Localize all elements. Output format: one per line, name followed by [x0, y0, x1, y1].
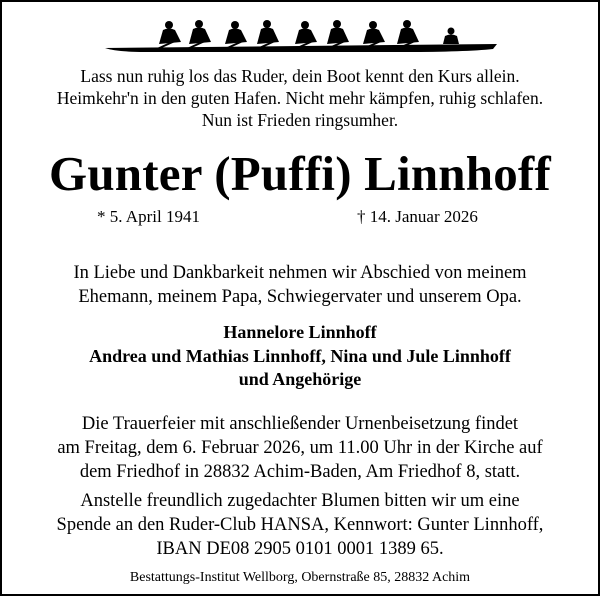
- birth-date: * 5. April 1941: [97, 207, 200, 226]
- mourners-list: [2, 321, 598, 392]
- poem-line: Nun ist Frieden ringsumher.: [201, 110, 399, 130]
- farewell-line: In Liebe und Dankbarkeit nehmen wir Abschied von meinem: [73, 263, 527, 283]
- death-date: † 14. Januar 2026: [357, 207, 478, 226]
- donation-line: IBAN DE08 2905 0101 0001 1389 65.: [156, 539, 444, 559]
- deceased-name: Gunter (Puffi) Linnhoff: [49, 146, 551, 201]
- farewell-text: [2, 261, 598, 309]
- farewell-line: Ehemann, meinem Papa, Schwiegervater und unserem Opa.: [78, 287, 522, 307]
- donation-line: Anstelle freundlich zugedachter Blumen bitten wir um eine: [80, 491, 520, 511]
- undertaker-info: Bestattungs-Institut Wellborg, Obernstraße 85, 28832 Achim: [129, 570, 471, 585]
- poem: [2, 65, 598, 131]
- mourner-line: Andrea und Mathias Linnhoff, Nina und Jule Linnhoff: [89, 345, 511, 366]
- donation-line: Spende an den Ruder-Club HANSA, Kennwort: Gunter Linnhoff,: [56, 515, 544, 535]
- ceremony-details: [2, 412, 598, 484]
- ceremony-line: am Freitag, dem 6. Februar 2026, um 11.00 Uhr in der Kirche auf: [57, 438, 543, 458]
- poem-line: Lass nun ruhig los das Ruder, dein Boot kennt den Kurs allein.: [80, 66, 520, 86]
- mourner-line: und Angehörige: [238, 369, 362, 389]
- ceremony-line: dem Friedhof in 28832 Achim-Baden, Am Friedhof 8, statt.: [79, 462, 521, 482]
- rowing-boat-icon: [105, 16, 497, 54]
- mourner-line: Hannelore Linnhoff: [223, 322, 377, 342]
- poem-line: Heimkehr'n in den guten Hafen. Nicht mehr kämpfen, ruhig schlafen.: [56, 88, 544, 108]
- ceremony-line: Die Trauerfeier mit anschließender Urnenbeisetzung findet: [81, 414, 519, 434]
- donation-request: [2, 489, 598, 561]
